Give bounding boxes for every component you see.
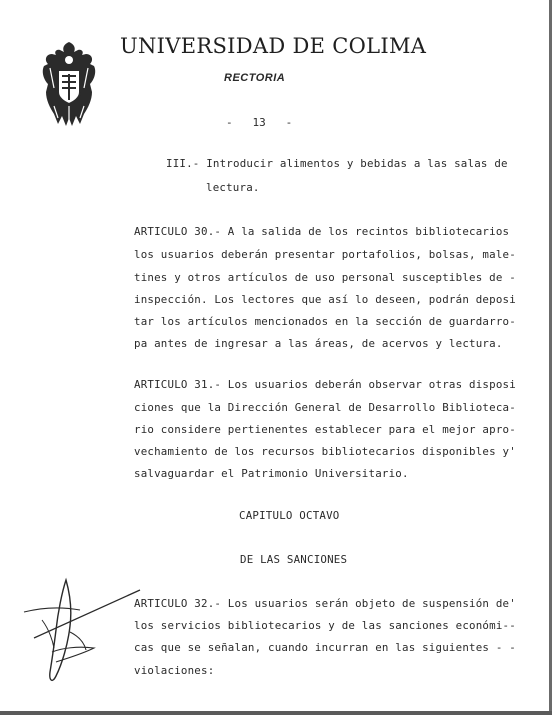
office-subtitle: RECTORIA: [224, 72, 286, 84]
article-32-line: ARTICULO 32.- Los usuarios serán objeto de suspensión de': [134, 597, 516, 610]
article-31-line: rio considere pertienentes establecer para el mejor apro-: [134, 423, 516, 436]
article-31-line: ARTICULO 31.- Los usuarios deberán observar otras disposi: [134, 378, 516, 391]
article-30-line: los usuarios deberán presentar portafolios, bolsas, male-: [134, 248, 516, 261]
item-iii-line: lectura.: [206, 181, 260, 194]
handwritten-signature: [22, 572, 152, 692]
article-32-line: los servicios bibliotecarios y de las sanciones económi--: [134, 619, 516, 632]
eagle-seal-icon: [40, 40, 98, 128]
article-31-line: ciones que la Dirección General de Desarrollo Biblioteca-: [134, 401, 516, 414]
article-31-line: salvaguardar el Patrimonio Universitario.: [134, 467, 409, 480]
article-30-line: inspección. Los lectores que así lo deseen, podrán deposi: [134, 293, 516, 306]
article-30-line: tar los artículos mencionados en la sección de guardarro-: [134, 315, 516, 328]
article-30-line: pa antes de ingresar a las áreas, de acervos y lectura.: [134, 337, 503, 350]
article-30-line: ARTICULO 30.- A la salida de los recintos bibliotecarios: [134, 225, 510, 238]
page-edge-bottom: [0, 711, 552, 715]
chapter-title: DE LAS SANCIONES: [240, 553, 348, 566]
article-32-line: cas que se señalan, cuando incurran en las siguientes - -: [134, 641, 516, 654]
university-title: UNIVERSIDAD DE COLIMA: [120, 34, 427, 58]
page-number: - 13 -: [226, 116, 293, 129]
article-31-line: vechamiento de los recursos bibliotecarios disponibles y': [134, 445, 516, 458]
article-30-line: tines y otros artículos de uso personal susceptibles de -: [134, 271, 516, 284]
article-32-line: violaciones:: [134, 664, 215, 677]
item-iii-line: III.- Introducir alimentos y bebidas a las salas de: [166, 157, 508, 170]
chapter-heading: CAPITULO OCTAVO: [239, 509, 340, 522]
